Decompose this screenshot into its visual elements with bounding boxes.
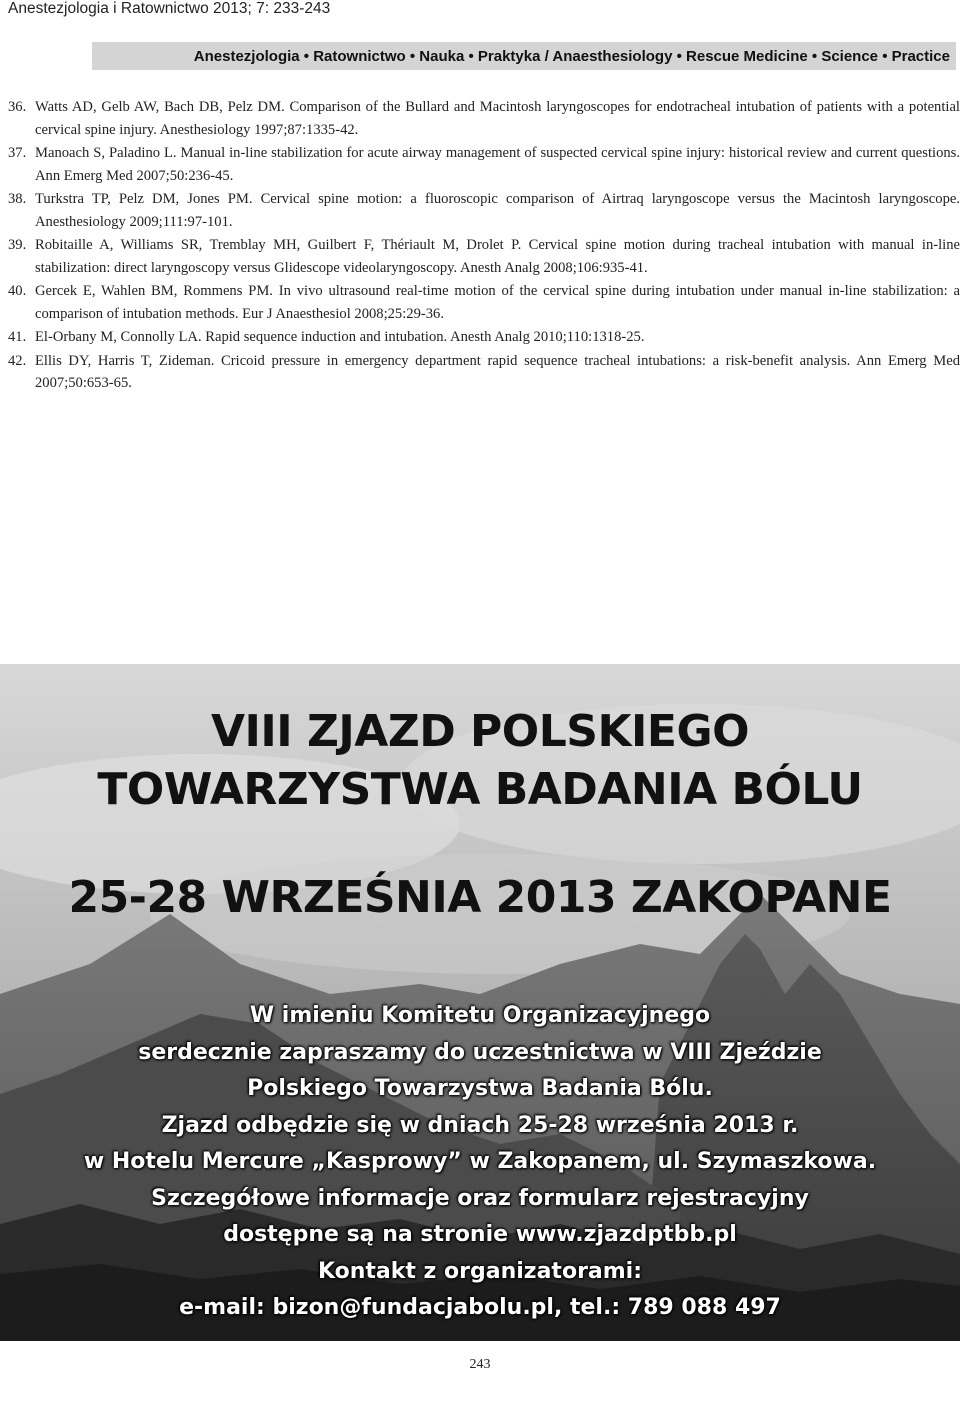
reference-item [8,326,960,349]
reference-item [8,234,960,279]
reference-item [8,142,960,187]
poster-body-line: Zjazd odbędzie się w dniach 25-28 września 2013 r. [161,1112,799,1138]
poster-body-line: Polskiego Towarzystwa Badania Bólu. [247,1076,713,1101]
poster-date-line: 25-28 WRZEŚNIA 2013 ZAKOPANE [68,872,892,923]
poster-title-line-1: VIII ZJAZD POLSKIEGO [211,706,749,757]
reference-item [8,280,960,325]
reference-text: El-Orbany M, Connolly LA. Rapid sequence induction and intubation. Anesth Analg 2010;110:1318-25. [35,329,645,345]
poster-body-line: Kontakt z organizatorami: [317,1258,643,1284]
reference-number: 41. [8,329,27,345]
reference-item [8,188,960,233]
reference-text: Ellis DY, Harris T, Zideman. Cricoid pressure in emergency department rapid sequence tracheal intubations: a risk-benefit analysis. Ann Emerg Med 2007;50:653-65. [35,352,960,391]
poster-body-line: w Hotelu Mercure „Kasprowy” w Zakopanem, ul. Szymaszkowa. [83,1149,877,1174]
reference-text: Turkstra TP, Pelz DM, Jones PM. Cervical spine motion: a fluoroscopic comparison of Airtraq laryngoscope versus the Macintosh laryngoscope. Anesthesiology 2009;111:97-101. [35,191,960,230]
poster-title-line-2: TOWARZYSTWA BADANIA BÓLU [97,764,863,815]
banner-text: Anestezjologia • Ratownictwo • Nauka • Praktyka / Anaesthesiology • Rescue Medicine • Science • Practice [193,47,950,65]
reference-list [8,96,960,396]
reference-number: 40. [8,283,27,299]
poster-body-line: W imieniu Komitetu Organizacyjnego [249,1003,711,1028]
poster-body-line: dostępne są na stronie www.zjazdptbb.pl [223,1222,737,1247]
reference-item [8,350,960,395]
page-number: 243 [469,1357,491,1372]
reference-number: 37. [8,145,27,161]
reference-number: 38. [8,191,27,207]
poster-body [0,998,960,1327]
reference-number: 39. [8,237,27,253]
reference-text: Gercek E, Wahlen BM, Rommens PM. In vivo ultrasound real-time motion of the cervical spine during intubation under manual in-line stabilization: a comparison of intubation methods. Eur J Anaesthesiol 2008;25:29-36. [35,283,960,322]
poster-body-line: e-mail: bizon@fundacjabolu.pl, tel.: 789 088 497 [179,1295,781,1320]
poster-body-line: Szczegółowe informacje oraz formularz rejestracyjny [151,1185,809,1211]
reference-item [8,96,960,141]
reference-text: Robitaille A, Williams SR, Tremblay MH, Guilbert F, Thériault M, Drolet P. Cervical spine motion during tracheal intubation with manual in-line stabilization: direct laryngoscopy versus Glidescope videolaryngoscopy. Anesth Analg 2008;106:935-41. [35,237,960,276]
conference-poster [0,664,960,1341]
reference-text: Manoach S, Paladino L. Manual in-line stabilization for acute airway management of suspected cervical spine injury: historical review and current questions. Ann Emerg Med 2007;50:236-45. [35,145,960,184]
reference-text: Watts AD, Gelb AW, Bach DB, Pelz DM. Comparison of the Bullard and Macintosh laryngoscopes for endotracheal intubation of patients with a potential cervical spine injury. Anesthesiology 1997;87:1335-42. [35,99,960,138]
reference-number: 42. [8,352,27,369]
journal-citation: Anestezjologia i Ratownictwo 2013; 7: 233-243 [8,0,331,17]
journal-banner [92,42,956,70]
reference-number: 36. [8,99,27,115]
poster-body-line: serdecznie zapraszamy do uczestnictwa w VIII Zjeździe [138,1039,822,1065]
